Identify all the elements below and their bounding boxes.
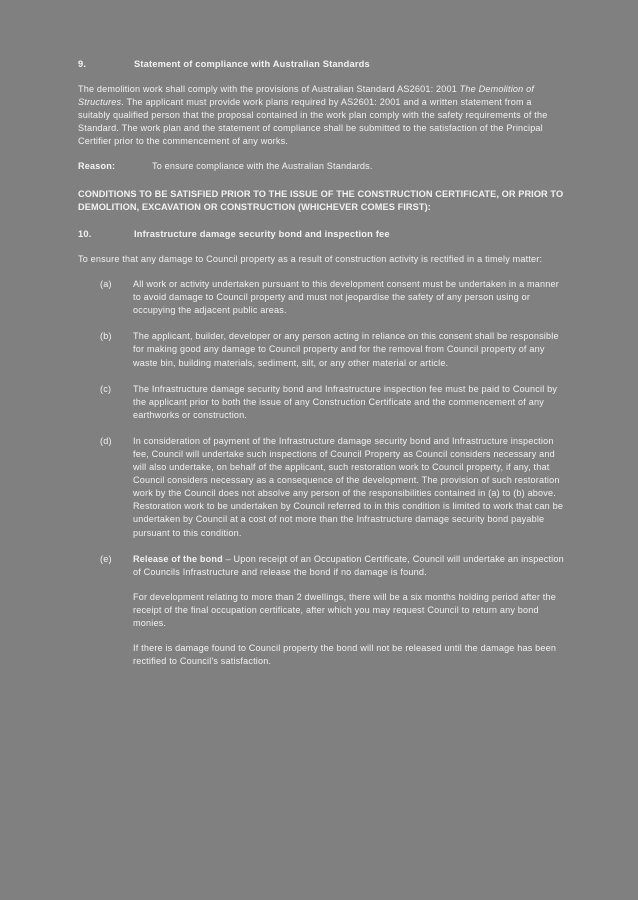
list-item bbox=[78, 330, 566, 369]
list-item-text-third: If there is damage found to Council property the bond will not be released until the damage has been rectified to Council's satisfaction. bbox=[133, 643, 557, 667]
list-item bbox=[78, 553, 566, 669]
clause-10-sublist bbox=[78, 278, 566, 668]
list-item-marker: (c) bbox=[100, 383, 112, 394]
clause-10-intro: To ensure that any damage to Council property as a result of construction activity is rectified in a timely matter: bbox=[78, 253, 543, 264]
clause-9-text-part1: The demolition work shall comply with the provisions of Australian Standard AS2601: 2001 bbox=[78, 84, 460, 94]
list-item-text: The applicant, builder, developer or any person acting in reliance on this consent shall be responsible for making good any damage to Council property and for the removal from Council property of any waste bin, building materials, sediment, silt, or any other material or article. bbox=[133, 331, 559, 368]
document-body bbox=[78, 58, 566, 668]
release-of-bond-text: – Upon receipt of an Occupation Certificate, Council will undertake an inspection of Councils Infrastructure and release the bond if no damage is found. bbox=[133, 553, 564, 577]
clause-9-standard-title: The Demolition of Structures bbox=[78, 84, 535, 108]
conditions-caps-heading: CONDITIONS TO BE SATISFIED PRIOR TO THE ISSUE OF THE CONSTRUCTION CERTIFICATE, OR PRIOR TO DEMOLITION, EXCAVATION OR CONSTRUCTION (WHICHEVER COMES FIRST): bbox=[78, 188, 564, 212]
clause-10-title: Infrastructure damage security bond and inspection fee bbox=[134, 228, 390, 239]
list-item-marker: (d) bbox=[100, 435, 112, 446]
list-item-content bbox=[133, 330, 566, 369]
release-of-bond-label: Release of the bond bbox=[133, 553, 223, 564]
clause-9-number: 9. bbox=[78, 59, 87, 69]
list-item-marker: (b) bbox=[100, 331, 112, 342]
reason-text: To ensure compliance with the Australian Standards. bbox=[152, 161, 373, 172]
list-item-text: In consideration of payment of the Infrastructure damage security bond and Infrastructure inspection fee, Council will undertake such inspections of Council Property as Council considers necessary and will also undertake, on behalf of the applicant, such restoration work to Council property, if any, that Council considers necessary as a consequence of the development. The provision of such restoration work by the Council does not absolve any person of the responsibilities contained in (a) to (b) above. Restoration work to be undertaken by Council referred to in this condition is limited to work that can be undertaken by Council at a cost of not more than the Infrastructure damage security bond payable pursuant to this condition. bbox=[133, 435, 564, 538]
clause-9-paragraph bbox=[78, 83, 566, 148]
list-item-content bbox=[133, 278, 566, 317]
clause-9-text-part2: . The applicant must provide work plans required by AS2601: 2001 and a written statement from a suitably qualified person that the proposal contained in the work plan comply with the safety requirements of the Standard. The work plan and the statement of compliance shall be submitted to the satisfaction of the Principal Certifier prior to the commencement of any works. bbox=[78, 97, 548, 147]
list-item-text: The Infrastructure damage security bond and Infrastructure inspection fee must be paid to Council by the applicant prior to both the issue of any Construction Certificate and the commencement of any earthworks or construction. bbox=[133, 383, 558, 420]
list-item-content bbox=[133, 435, 566, 540]
clause-10-number: 10. bbox=[78, 228, 92, 239]
clause-9-heading bbox=[78, 58, 566, 71]
clause-9-title: Statement of compliance with Australian Standards bbox=[134, 59, 370, 69]
list-item-content bbox=[133, 383, 566, 422]
list-item-text: All work or activity undertaken pursuant to this development consent must be undertaken in a manner to avoid damage to Council property and must not jeopardise the safety of any person using or occupying the adjacent public areas. bbox=[133, 279, 559, 316]
list-item-text-lead bbox=[133, 553, 566, 579]
list-item-content bbox=[133, 553, 566, 669]
reason-label: Reason: bbox=[78, 161, 116, 172]
list-item bbox=[78, 383, 566, 422]
clause-9-reason bbox=[78, 160, 566, 173]
list-item bbox=[78, 278, 566, 317]
list-item-marker: (a) bbox=[100, 279, 112, 290]
list-item-marker: (e) bbox=[100, 553, 112, 564]
list-item bbox=[78, 435, 566, 540]
clause-10-heading bbox=[78, 228, 566, 241]
list-item-text-second: For development relating to more than 2 dwellings, there will be a six months holding period after the receipt of the final occupation certificate, after which you may request Council to return any bond monies. bbox=[133, 591, 556, 629]
